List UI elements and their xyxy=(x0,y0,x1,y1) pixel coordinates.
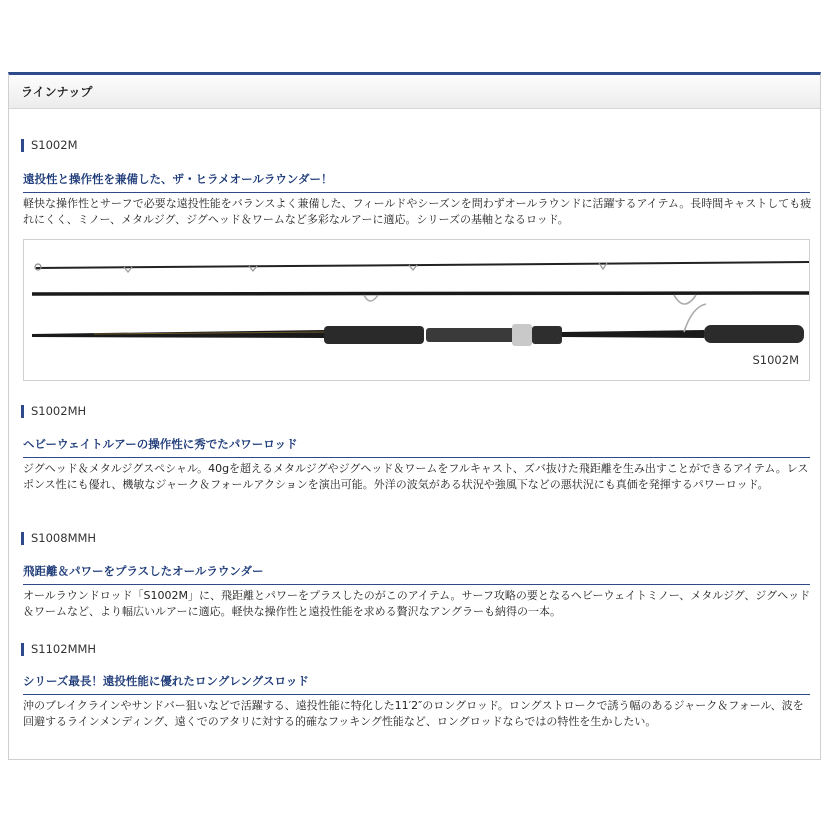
model-catch-s1002m: 遠投性と操作性を兼備した、ザ・ヒラメオールラウンダー！ xyxy=(23,171,810,193)
rod-tip-section xyxy=(35,262,809,272)
model-desc-s1008mmh: オールラウンドロッド「S1002M」に、飛距離とパワーをプラスしたのがこのアイテム。サーフ攻略の要となるヘビーウェイトミノー、メタルジグ、ジグヘッド＆ワームなど、より幅広いルアーに適応。軽快な操作性と遠投性能を求める贅沢なアングラーも納得の一本。 xyxy=(23,589,811,618)
model-desc-s1102mmh: 沖のブレイクラインやサンドバー狙いなどで活躍する、遠投性能に特化した11′2″のロングロッド。ロングストロークで誘う幅のあるジャーク＆フォール、波を回避するラインメンディング、遠くでのアタリに対する的確なフッキング性能など、ロングロッドならではの特性を生かしたい。 xyxy=(23,699,804,728)
model-catch-s1102mmh: シリーズ最長！遠投性能に優れたロングレングスロッド xyxy=(23,673,810,695)
rod-butt-section xyxy=(32,304,804,346)
model-catch-s1002mh: ヘビーウェイトルアーの操作性に秀でたパワーロッド xyxy=(23,436,810,458)
model-heading-s1002mh: S1002MH xyxy=(21,405,86,418)
model-heading-s1102mmh: S1102MMH xyxy=(21,643,96,656)
rod-image xyxy=(23,239,810,381)
model-catch-s1008mmh: 飛距離＆パワーをプラスしたオールラウンダー xyxy=(23,563,810,585)
lineup-title: ラインナップ xyxy=(9,75,820,109)
model-desc-s1002m: 軽快な操作性とサーフで必要な遠投性能をバランスよく兼備した、フィールドやシーズンを問わずオールラウンドに活躍するアイテム。長時間キャストしても疲れにくく、ミノー、メタルジグ、ジグヘッド＆ワームなど多彩なルアーに適応。シリーズの基軸となるロッド。 xyxy=(23,197,812,226)
model-heading-s1008mmh: S1008MMH xyxy=(21,532,96,545)
lineup-panel xyxy=(8,72,821,760)
model-heading-s1002m: S1002M xyxy=(21,139,78,152)
rod-middle-section xyxy=(32,293,809,304)
rod-model-label: S1002M xyxy=(752,353,799,367)
rod-illustration xyxy=(24,240,809,380)
model-desc-s1002mh: ジグヘッド＆メタルジグスペシャル。40gを超えるメタルジグやジグヘッド＆ワームをフルキャスト、ズバ抜けた飛距離を生み出すことができるアイテム。レスポンス性にも優れ、機敏なジャーク＆フォールアクションを演出可能。外洋の波気がある状況や強風下などの悪状況にも真価を発揮するパワーロッド。 xyxy=(23,462,809,491)
